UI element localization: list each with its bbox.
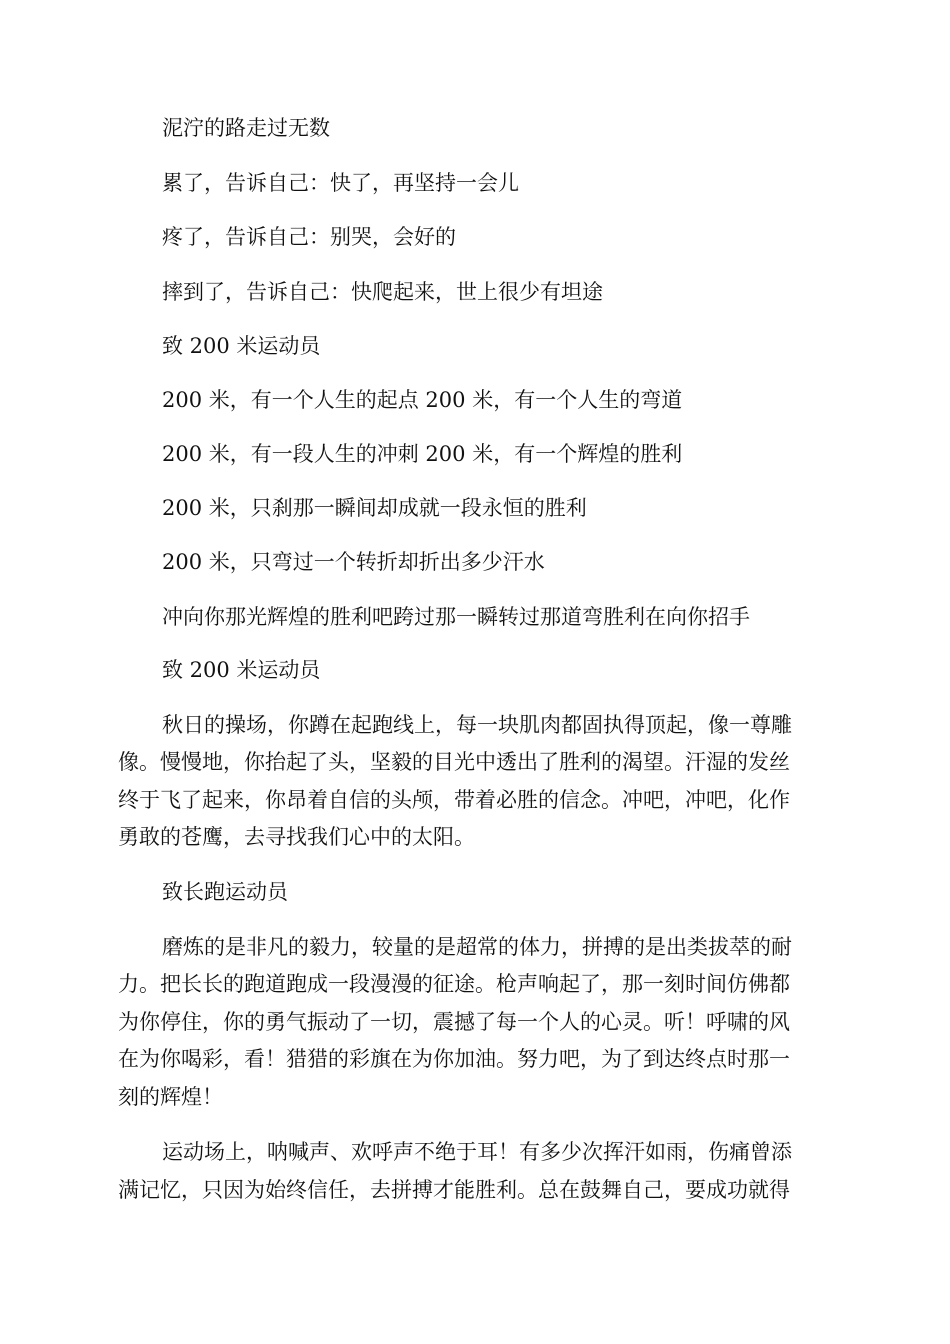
paragraph-line: 像。慢慢地，你抬起了头，坚毅的目光中透出了胜利的渴望。汗湿的发丝 <box>118 750 790 774</box>
poem-line: 200 米，有一段人生的冲刺 200 米，有一个辉煌的胜利 <box>162 442 683 466</box>
paragraph-line: 运动场上，呐喊声、欢呼声不绝于耳！有多少次挥汗如雨，伤痛曾添 <box>162 1140 792 1164</box>
poem-line: 摔到了，告诉自己：快爬起来，世上很少有坦途 <box>162 280 603 304</box>
paragraph-line: 为你停住，你的勇气振动了一切，震撼了每一个人的心灵。听！呼啸的风 <box>118 1010 790 1034</box>
paragraph-line: 在为你喝彩，看！猎猎的彩旗在为你加油。努力吧，为了到达终点时那一 <box>118 1047 790 1071</box>
poem-line: 200 米，只弯过一个转折却折出多少汗水 <box>162 550 545 574</box>
poem-line: 200 米，有一个人生的起点 200 米，有一个人生的弯道 <box>162 388 683 412</box>
section-heading: 致 200 米运动员 <box>162 334 321 358</box>
paragraph-line: 勇敢的苍鹰，去寻找我们心中的太阳。 <box>118 825 475 849</box>
section-heading: 致 200 米运动员 <box>162 658 321 682</box>
poem-line: 累了，告诉自己：快了，再坚持一会儿 <box>162 171 519 195</box>
paragraph-line: 满记忆，只因为始终信任，去拼搏才能胜利。总在鼓舞自己，要成功就得 <box>118 1178 790 1202</box>
poem-line: 泥泞的路走过无数 <box>162 116 330 140</box>
section-heading: 致长跑运动员 <box>162 880 288 904</box>
paragraph-line: 秋日的操场，你蹲在起跑线上，每一块肌肉都固执得顶起，像一尊雕 <box>162 713 792 737</box>
paragraph-line: 磨炼的是非凡的毅力，较量的是超常的体力，拼搏的是出类拔萃的耐 <box>162 935 792 959</box>
poem-line: 疼了，告诉自己：别哭，会好的 <box>162 225 456 249</box>
poem-line: 冲向你那光辉煌的胜利吧跨过那一瞬转过那道弯胜利在向你招手 <box>162 605 750 629</box>
paragraph-line: 终于飞了起来，你昂着自信的头颅，带着必胜的信念。冲吧，冲吧，化作 <box>118 788 790 812</box>
paragraph-line: 力。把长长的跑道跑成一段漫漫的征途。枪声响起了，那一刻时间仿佛都 <box>118 972 790 996</box>
poem-line: 200 米，只刹那一瞬间却成就一段永恒的胜利 <box>162 496 587 520</box>
paragraph-line: 刻的辉煌！ <box>118 1085 223 1109</box>
